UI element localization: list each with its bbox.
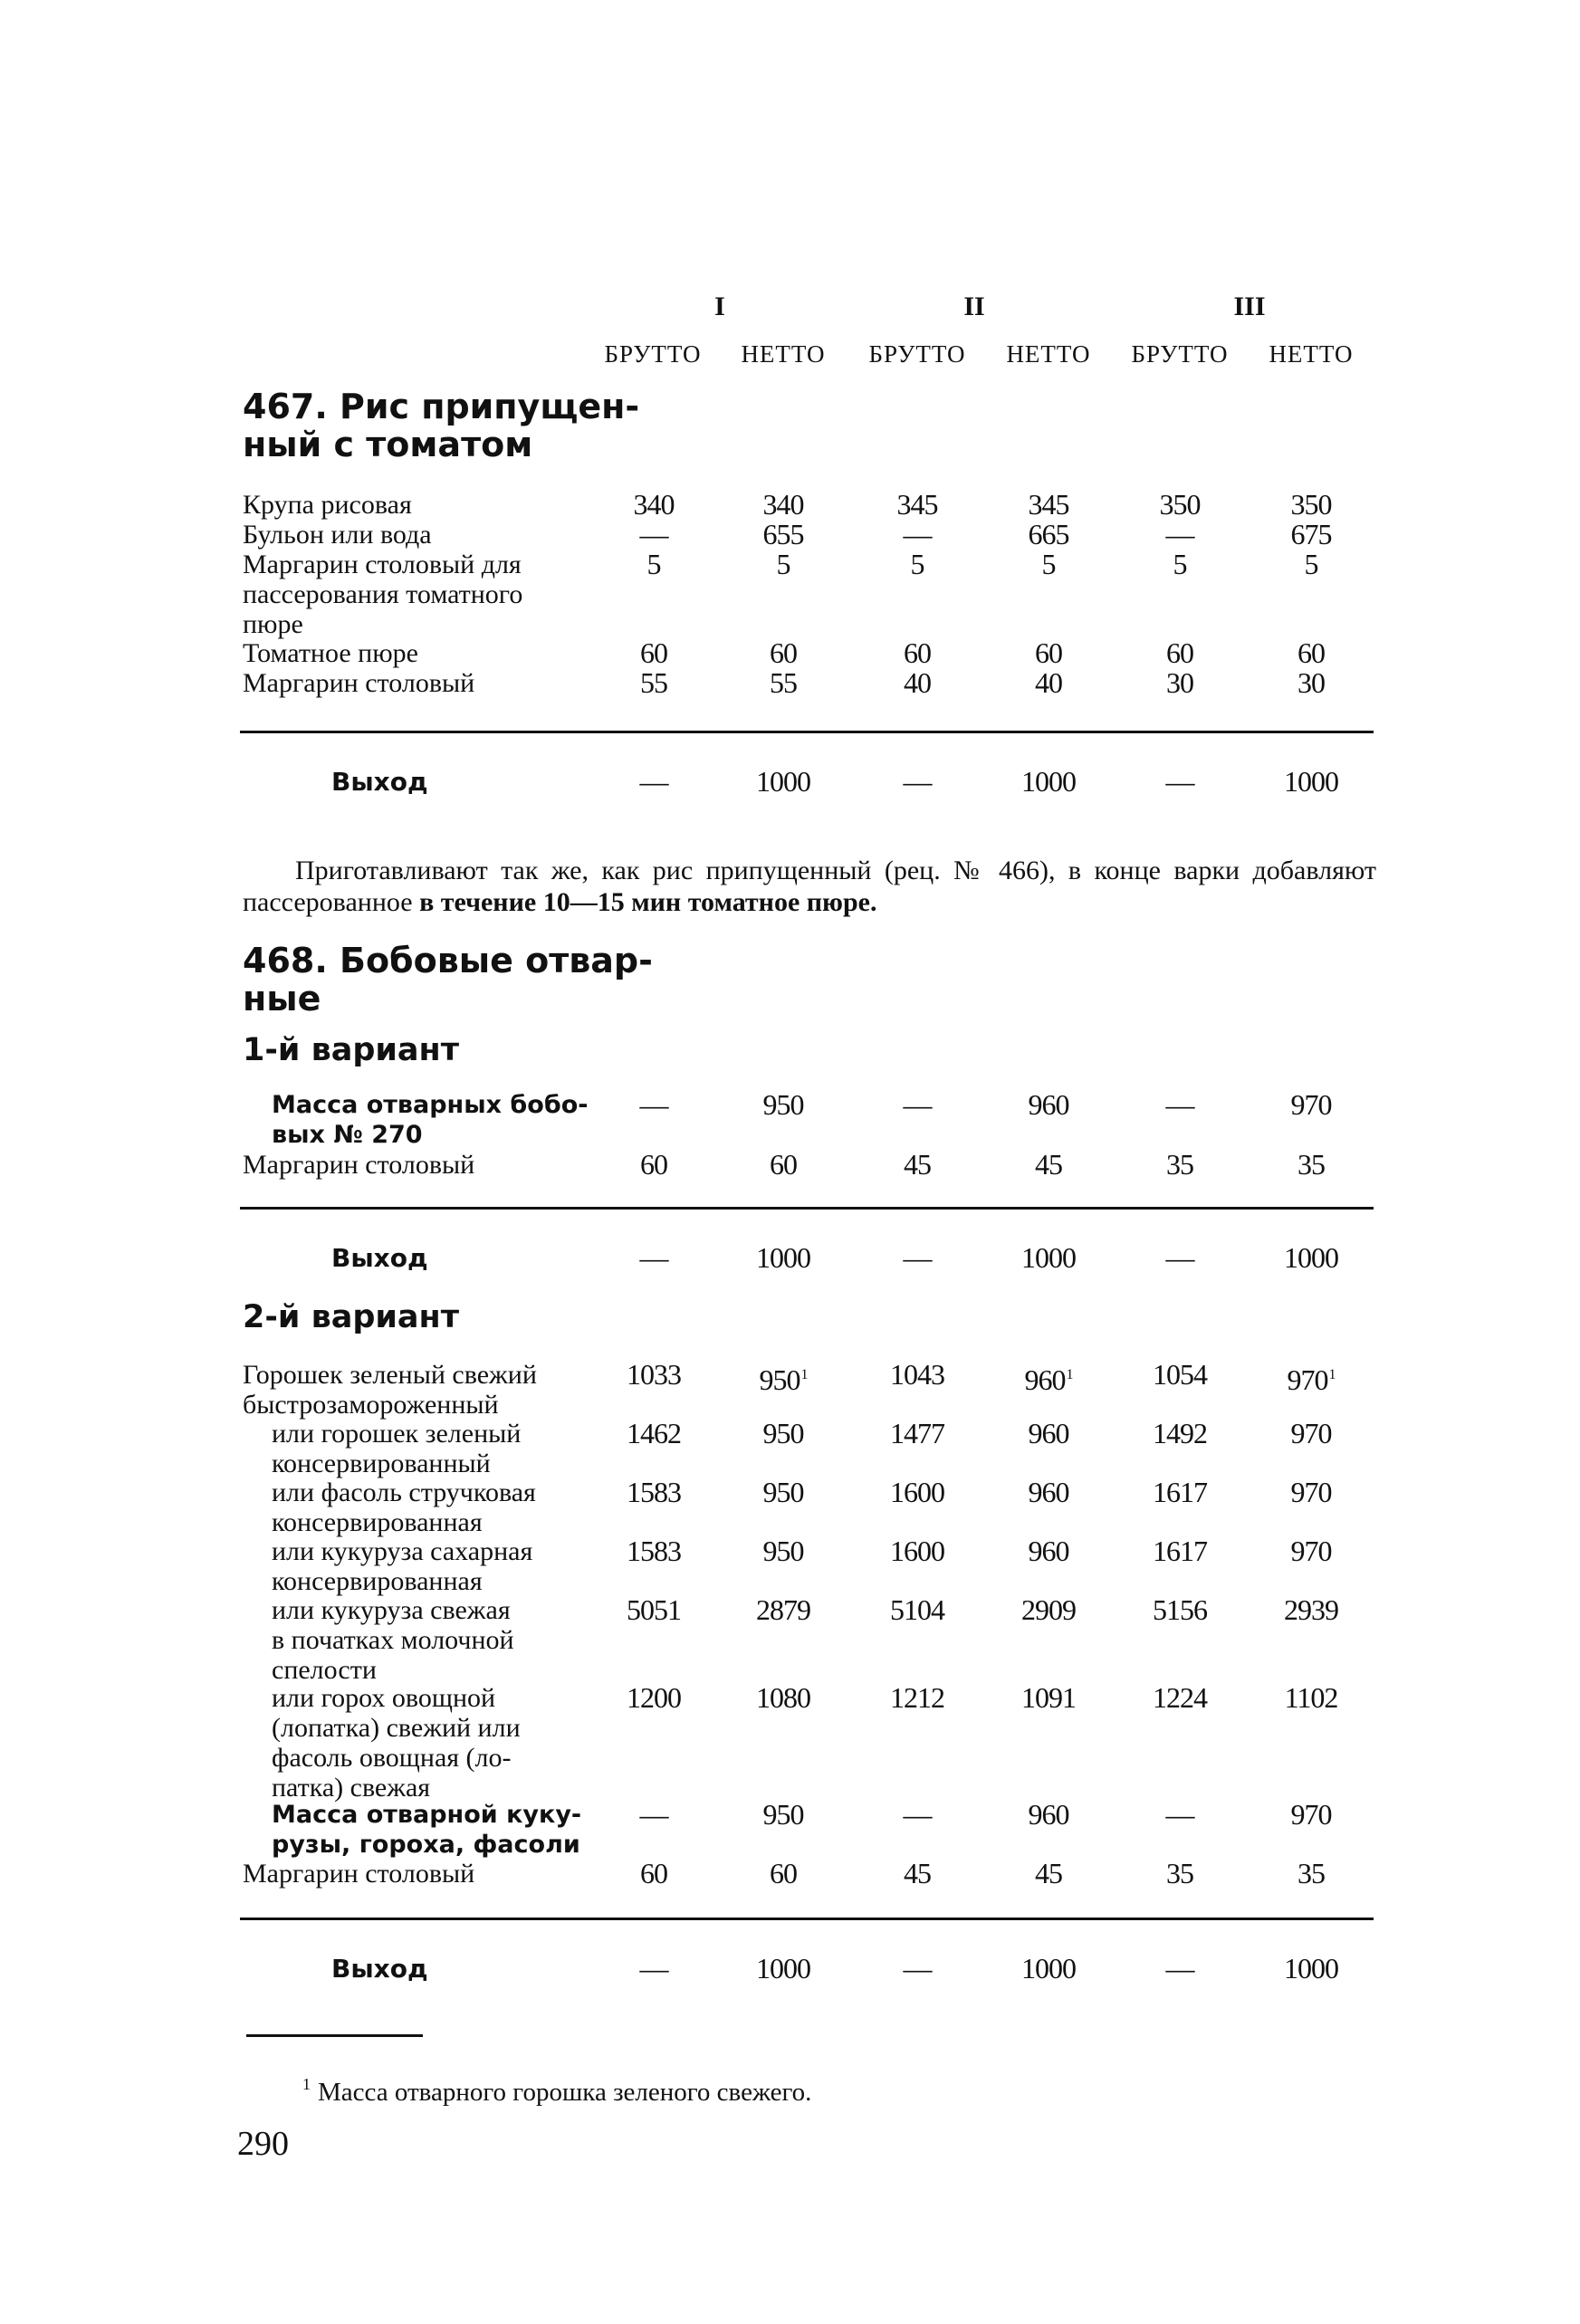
ingredient-label: Масса отварной куку- рузы, гороха, фасоли (272, 1801, 582, 1859)
value-cell: 40 (1035, 666, 1062, 699)
value-cell: 60 (1166, 636, 1193, 669)
ingredient-label: или кукуруза сахарная консервированная (272, 1536, 533, 1596)
table-divider (240, 1918, 1374, 1920)
value-cell: — (1165, 1952, 1194, 1984)
footnote (302, 2075, 811, 2108)
value-cell: 1102 (1284, 1681, 1338, 1714)
ingredient-label: или горох овощной (лопатка) свежий или фасоль овощная (ло- патка) свежая (272, 1683, 521, 1803)
footnote-rule (246, 2034, 423, 2037)
value-cell: 60 (770, 636, 797, 669)
value-cell: 1200 (627, 1681, 681, 1714)
ingredient-label: Маргарин столовый (243, 668, 475, 698)
footnote-mark: 1 (1328, 1367, 1336, 1382)
value-cell: 5 (910, 548, 924, 580)
value-cell: 950 (762, 1798, 804, 1831)
value-cell: 1043 (890, 1358, 944, 1391)
group-header-1: I (714, 292, 725, 321)
value-cell: 960 (1028, 1535, 1069, 1567)
value-cell: 35 (1166, 1148, 1193, 1181)
value-cell: 1080 (756, 1681, 810, 1714)
yield-label: Выход (331, 1954, 428, 1984)
paragraph-text: Приготавливают так же, как рис припущенный (рец. № 466), в конце варки добавляют пассерованное (243, 856, 1376, 917)
value-cell: 675 (1290, 518, 1332, 550)
ingredient-label: или фасоль стручковая консервированная (272, 1478, 536, 1537)
value-cell: 1583 (627, 1535, 681, 1567)
yield-label: Выход (331, 767, 428, 797)
value-cell: 960 (1028, 1798, 1069, 1831)
value-cell: — (639, 1241, 668, 1274)
value-cell (733, 1360, 833, 1395)
footnote-mark: 1 (1066, 1367, 1073, 1382)
value-cell: 45 (1035, 1148, 1062, 1181)
value-cell: 60 (770, 1148, 797, 1181)
value-cell: — (1165, 518, 1194, 550)
value-cell: 45 (904, 1148, 931, 1181)
footnote-mark: 1 (302, 2075, 311, 2093)
value-cell: 950 (762, 1088, 804, 1121)
value-cell: 1617 (1153, 1476, 1207, 1508)
value-cell: 950 (762, 1417, 804, 1449)
value-cell: 2939 (1284, 1593, 1338, 1626)
value-cell: 1462 (627, 1417, 681, 1449)
value-cell: 960 (1028, 1417, 1069, 1449)
value-cell: — (903, 765, 932, 798)
value-cell: 1000 (756, 765, 810, 798)
value-cell: 655 (762, 518, 804, 550)
value-cell: 665 (1028, 518, 1069, 550)
column-header-netto-2: НЕТТО (1006, 340, 1091, 368)
value-cell: — (1165, 1798, 1194, 1831)
value-cell: 1000 (756, 1952, 810, 1984)
value-cell: 1600 (890, 1535, 944, 1567)
value-cell: 30 (1298, 666, 1325, 699)
value-cell: 950 (762, 1476, 804, 1508)
value-cell: 5 (1173, 548, 1187, 580)
value-cell: 60 (770, 1857, 797, 1889)
group-header-2: II (963, 292, 985, 321)
value-cell: 970 (1290, 1088, 1332, 1121)
value-cell: 55 (640, 666, 667, 699)
value-cell: 5 (1041, 548, 1056, 580)
column-header-brutto-1: БРУТТО (604, 340, 702, 368)
value-cell: 1583 (627, 1476, 681, 1508)
value-cell: 345 (896, 488, 938, 521)
value-cell: 350 (1159, 488, 1201, 521)
value-cell: 60 (1035, 636, 1062, 669)
ingredient-label: Томатное пюре (243, 638, 418, 668)
column-header-netto-3: НЕТТО (1269, 340, 1354, 368)
value-cell: 5 (1304, 548, 1318, 580)
column-header-brutto-2: БРУТТО (868, 340, 966, 368)
value-cell: 5104 (890, 1593, 944, 1626)
column-header-netto-1: НЕТТО (741, 340, 826, 368)
value-cell: 1000 (756, 1241, 810, 1274)
value-cell: 970 (1290, 1535, 1332, 1567)
value-cell: — (903, 1241, 932, 1274)
value-cell: 970 (1290, 1798, 1332, 1831)
value-cell: 5156 (1153, 1593, 1207, 1626)
value-cell: 1000 (1021, 1241, 1076, 1274)
ingredient-label: Маргарин столовый (243, 1859, 475, 1889)
value-cell: 1000 (1021, 1952, 1076, 1984)
value-cell: — (903, 1088, 932, 1121)
value-cell: 60 (904, 636, 931, 669)
page-number: 290 (237, 2125, 289, 2163)
ingredient-label: Горошек зеленый свежий быстрозамороженный (243, 1360, 537, 1420)
preparation-paragraph (243, 855, 1376, 918)
column-header-brutto-3: БРУТТО (1131, 340, 1229, 368)
value-cell: 60 (640, 636, 667, 669)
value-cell: — (639, 1088, 668, 1121)
paragraph-text-bold: в течение 10—15 мин томатное пюре. (419, 887, 877, 917)
footnote-text: Масса отварного горошка зеленого свежего. (318, 2078, 812, 2107)
value-cell: 1000 (1021, 765, 1076, 798)
footnote-mark: 1 (800, 1367, 808, 1382)
value-cell: — (903, 518, 932, 550)
value-cell: 1000 (1284, 1952, 1338, 1984)
value-cell: 5 (776, 548, 790, 580)
value-text: 960 (1024, 1363, 1066, 1396)
value-cell: 1033 (627, 1358, 681, 1391)
value-cell: 1224 (1153, 1681, 1207, 1714)
value-cell: 1600 (890, 1476, 944, 1508)
value-cell: 40 (904, 666, 931, 699)
value-cell: 1492 (1153, 1417, 1207, 1449)
ingredient-label: Масса отварных бобо- вых № 270 (272, 1091, 589, 1149)
value-cell: — (1165, 1088, 1194, 1121)
ingredient-label: или кукуруза свежая в початках молочной спелости (272, 1595, 514, 1685)
table-divider (240, 1207, 1374, 1210)
value-cell: 30 (1166, 666, 1193, 699)
value-cell: — (639, 1798, 668, 1831)
value-cell: — (903, 1952, 932, 1984)
value-cell: 60 (640, 1857, 667, 1889)
value-cell: 60 (640, 1148, 667, 1181)
value-cell: 45 (904, 1857, 931, 1889)
variant-2-title: 2-й вариант (243, 1299, 460, 1335)
yield-label: Выход (331, 1243, 428, 1273)
value-cell (1261, 1360, 1361, 1395)
value-cell: 340 (762, 488, 804, 521)
value-cell: 970 (1290, 1417, 1332, 1449)
value-cell: 55 (770, 666, 797, 699)
ingredient-label: или горошек зеленый консервированный (272, 1419, 522, 1478)
value-cell: 1000 (1284, 765, 1338, 798)
value-cell: — (1165, 1241, 1194, 1274)
value-cell: 350 (1290, 488, 1332, 521)
value-cell: 35 (1166, 1857, 1193, 1889)
value-cell: 1617 (1153, 1535, 1207, 1567)
value-cell: 1212 (890, 1681, 944, 1714)
value-cell: — (639, 518, 668, 550)
table-divider (240, 731, 1374, 733)
value-cell: 1477 (890, 1417, 944, 1449)
value-cell: 2879 (756, 1593, 810, 1626)
value-cell: — (1165, 765, 1194, 798)
value-cell: 340 (633, 488, 675, 521)
ingredient-label: Маргарин столовый (243, 1150, 475, 1180)
value-cell (999, 1360, 1098, 1395)
ingredient-label: Бульон или вода (243, 520, 432, 550)
value-text: 950 (759, 1363, 800, 1396)
ingredient-label: Маргарин столовый для пассерования томатного пюре (243, 550, 523, 639)
value-text: 970 (1287, 1363, 1328, 1396)
value-cell: 345 (1028, 488, 1069, 521)
value-cell: 5051 (627, 1593, 681, 1626)
value-cell: — (639, 1952, 668, 1984)
value-cell: 1054 (1153, 1358, 1207, 1391)
value-cell: 1000 (1284, 1241, 1338, 1274)
value-cell: — (903, 1798, 932, 1831)
value-cell: 60 (1298, 636, 1325, 669)
ingredient-label: Крупа рисовая (243, 490, 412, 520)
value-cell: 35 (1298, 1148, 1325, 1181)
value-cell: — (639, 765, 668, 798)
group-header-3: III (1233, 292, 1266, 321)
recipe-467-title: 467. Рис припущен- ный с томатом (243, 387, 640, 464)
value-cell: 2909 (1021, 1593, 1076, 1626)
value-cell: 5 (646, 548, 661, 580)
variant-1-title: 1-й вариант (243, 1032, 460, 1068)
value-cell: 960 (1028, 1088, 1069, 1121)
recipe-468-title: 468. Бобовые отвар- ные (243, 941, 653, 1019)
value-cell: 970 (1290, 1476, 1332, 1508)
value-cell: 960 (1028, 1476, 1069, 1508)
value-cell: 1091 (1021, 1681, 1076, 1714)
value-cell: 45 (1035, 1857, 1062, 1889)
value-cell: 950 (762, 1535, 804, 1567)
value-cell: 35 (1298, 1857, 1325, 1889)
